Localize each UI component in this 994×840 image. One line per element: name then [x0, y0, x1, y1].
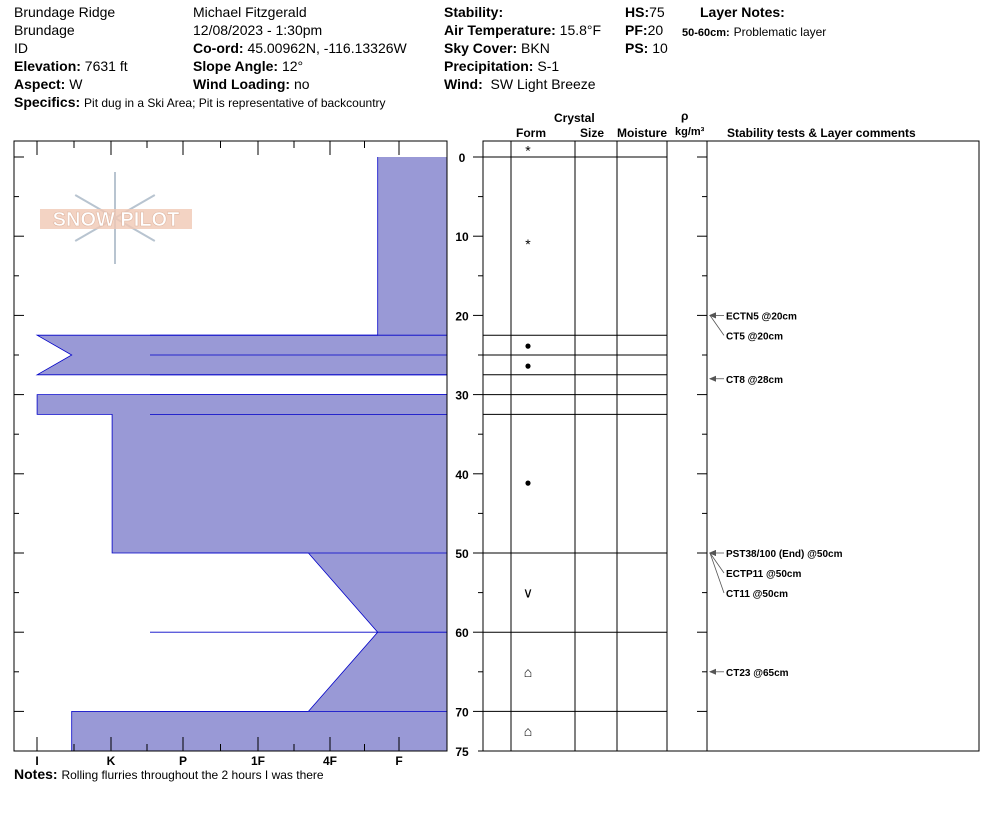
test-label: PST38/100 (End) @50cm	[726, 549, 843, 560]
test-label: ECTN5 @20cm	[726, 311, 797, 323]
elevation-value: 7631 ft	[84, 58, 128, 74]
stability-label: Stability:	[444, 4, 504, 20]
datetime: 12/08/2023 - 1:30pm	[193, 22, 323, 38]
hs-label: HS:	[625, 4, 650, 20]
stability-tests-header: Stability tests & Layer comments	[727, 126, 916, 140]
notes	[14, 766, 324, 783]
sky-value: BKN	[521, 40, 550, 56]
layer-note-depth: 50-60cm:	[682, 27, 730, 39]
depth-tick-label: 75	[455, 745, 469, 759]
test-arrow-head	[709, 669, 716, 675]
grain-form-symbol: ⌂	[523, 723, 533, 740]
wind-value: SW Light Breeze	[490, 76, 596, 92]
form-header: Form	[516, 126, 546, 140]
layer-note-text: Problematic layer	[733, 25, 827, 39]
test-label: CT8 @28cm	[726, 374, 783, 386]
depth-tick-label: 60	[455, 626, 469, 641]
ps-value: 10	[652, 40, 668, 56]
layer-notes-label: Layer Notes:	[700, 4, 785, 20]
test-arrow-head	[709, 376, 716, 382]
depth-tick-label: 10	[455, 230, 469, 245]
size-header: Size	[580, 126, 605, 140]
test-label: CT5 @20cm	[726, 331, 783, 343]
hardness-tick-label: 4F	[322, 754, 338, 768]
precip-label: Precipitation:	[444, 58, 534, 74]
coord-label: Co-ord:	[193, 40, 244, 56]
grain-forms	[523, 143, 533, 740]
specifics-label: Specifics:	[14, 94, 81, 110]
notes-label: Notes:	[14, 766, 58, 782]
pf-value: 20	[647, 22, 664, 38]
air-temp-label: Air Temperature:	[444, 22, 556, 38]
logo-text: SNOW PILOT	[52, 209, 180, 231]
grain-form-symbol: ●	[524, 475, 532, 490]
grain-form-symbol: ●	[524, 358, 532, 373]
rho-header: ρ	[681, 109, 689, 123]
aspect-label: Aspect:	[14, 76, 66, 92]
grain-form-symbol: ∨	[522, 584, 534, 601]
test-label: CT11 @50cm	[726, 589, 789, 600]
wind-loading-value: no	[293, 76, 310, 92]
wind-label: Wind:	[444, 76, 483, 92]
depth-tick-label: 0	[458, 151, 466, 165]
test-arrow-head	[709, 550, 716, 556]
depth-tick-label: 70	[455, 705, 469, 720]
notes-value: Rolling flurries throughout the 2 hours I was there	[61, 768, 324, 782]
sky-label: Sky Cover:	[444, 40, 518, 56]
pf-label: PF:	[625, 22, 648, 38]
hardness-area	[37, 157, 447, 751]
grain-form-symbol: *	[525, 236, 531, 253]
wind-loading-label: Wind Loading:	[193, 76, 291, 92]
stability-tests	[709, 311, 843, 678]
test-leader-line	[710, 553, 724, 573]
ps-label: PS:	[625, 40, 649, 56]
specifics-value: Pit dug in a Ski Area; Pit is representative of backcountry	[84, 96, 386, 110]
slope-label: Slope Angle:	[193, 58, 279, 74]
hardness-tick-label: I	[35, 754, 39, 768]
observer: Michael Fitzgerald	[193, 4, 307, 20]
layers-frame	[483, 141, 979, 751]
test-label: ECTP11 @50cm	[726, 569, 802, 580]
hardness-tick-label: P	[178, 754, 188, 768]
moisture-header: Moisture	[617, 126, 668, 140]
hardness-tick-label: F	[395, 754, 403, 768]
depth-tick-label: 30	[455, 388, 469, 403]
aspect-value: W	[69, 76, 83, 92]
hardness-tick-label: K	[106, 754, 116, 768]
test-label: CT23 @65cm	[726, 667, 789, 679]
depth-tick-label: 20	[455, 309, 469, 324]
grain-form-symbol: ●	[524, 338, 532, 353]
state: ID	[14, 40, 28, 56]
snow-pilot-logo	[40, 172, 192, 264]
grain-form-symbol: ⌂	[523, 663, 533, 680]
grain-form-symbol: *	[525, 142, 531, 159]
test-arrow-head	[709, 312, 716, 318]
elevation-label: Elevation:	[14, 58, 81, 74]
test-leader-line	[710, 315, 724, 335]
crystal-header: Crystal	[554, 111, 595, 125]
hs-value: 75	[649, 4, 665, 20]
depth-tick-label: 50	[455, 547, 469, 561]
depth-tick-label: 40	[455, 467, 469, 482]
test-leader-line	[710, 553, 724, 593]
location: Brundage Ridge	[14, 4, 116, 20]
slope-value: 12°	[281, 58, 304, 74]
hardness-tick-label: 1F	[250, 754, 266, 768]
air-temp-value: 15.8°F	[559, 22, 602, 38]
density-unit-header: kg/m³	[675, 126, 705, 138]
coord-value: 45.00962N, -116.13326W	[247, 40, 407, 56]
hardness-profile	[37, 157, 447, 751]
precip-value: S-1	[537, 58, 560, 74]
area: Brundage	[14, 22, 75, 38]
